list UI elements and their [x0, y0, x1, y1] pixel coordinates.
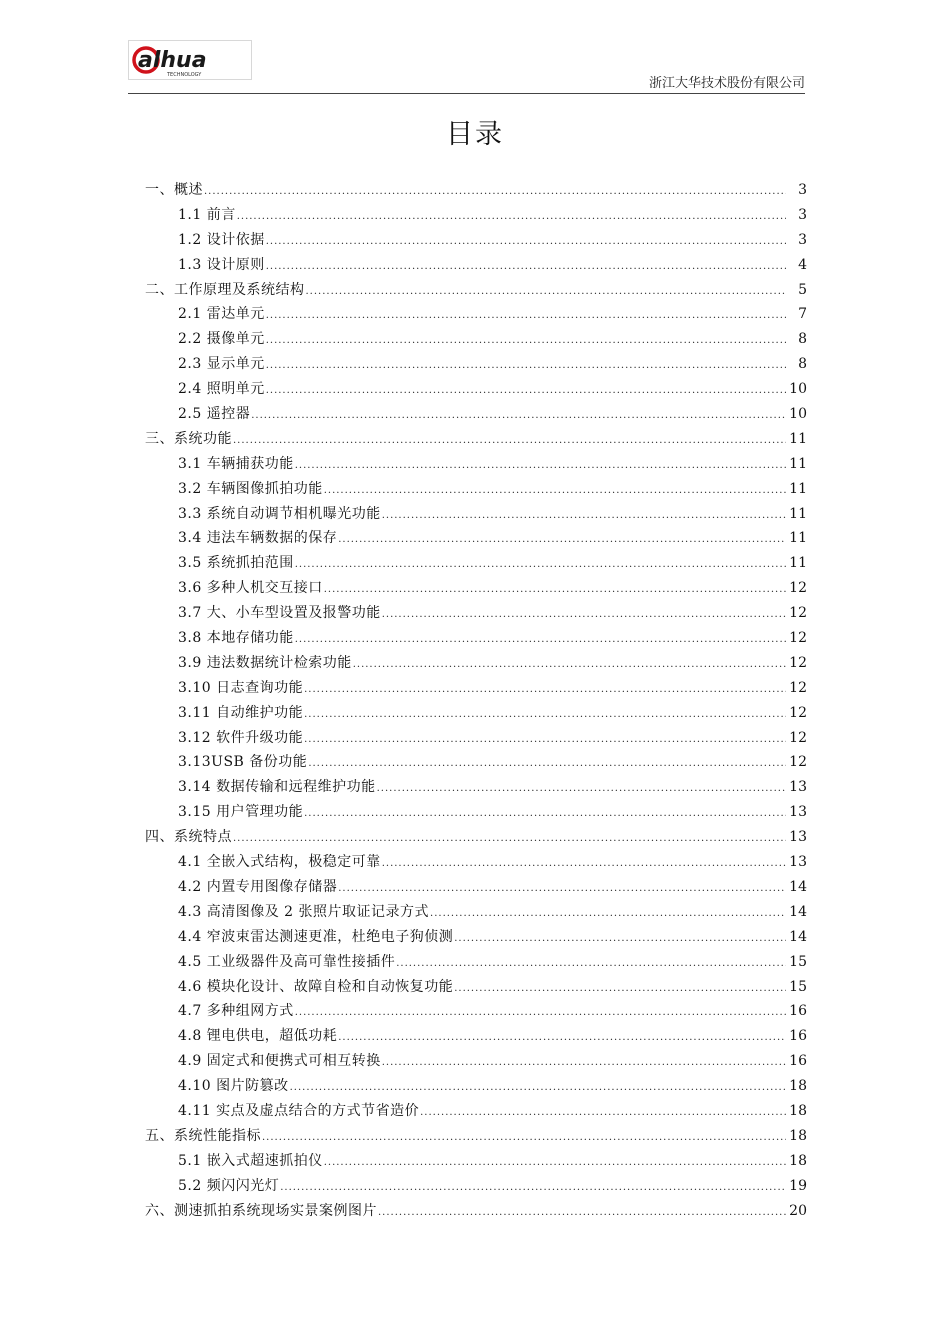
toc-entry[interactable] — [145, 726, 807, 751]
toc-entry-page-number: 18 — [789, 1102, 807, 1119]
toc-leader-dots — [266, 230, 786, 255]
toc-entry-page-number: 4 — [798, 256, 807, 273]
toc-entry-page-number: 12 — [789, 704, 807, 721]
toc-entry-label: 4.4 窄波束雷达测速更准，杜绝电子狗侦测 — [178, 928, 454, 945]
table-of-contents — [145, 178, 807, 1223]
toc-entry-label: 六、测速抓拍系统现场实景案例图片 — [145, 1202, 377, 1219]
toc-leader-dots — [308, 752, 786, 777]
toc-leader-dots — [382, 1051, 786, 1076]
toc-leader-dots — [454, 927, 786, 952]
toc-entry[interactable] — [145, 352, 807, 377]
toc-entry-label: 3.2 车辆图像抓拍功能 — [178, 480, 323, 497]
toc-entry-label: 2.5 遥控器 — [178, 406, 251, 423]
toc-entry-page-number: 10 — [789, 406, 807, 423]
toc-leader-dots — [204, 180, 786, 205]
toc-entry[interactable] — [145, 502, 807, 527]
toc-leader-dots — [430, 902, 786, 927]
toc-leader-dots — [324, 479, 786, 504]
toc-entry-page-number: 18 — [789, 1078, 807, 1095]
toc-entry[interactable] — [145, 1174, 807, 1199]
toc-entry[interactable] — [145, 402, 807, 427]
toc-leader-dots — [377, 777, 786, 802]
toc-entry-page-number: 8 — [798, 331, 807, 348]
toc-entry[interactable] — [145, 278, 807, 303]
toc-entry-label: 3.7 大、小车型设置及报警功能 — [178, 605, 381, 622]
toc-entry-page-number: 18 — [789, 1152, 807, 1169]
toc-leader-dots — [420, 1101, 786, 1126]
toc-entry[interactable] — [145, 377, 807, 402]
toc-entry-label: 3.11 自动维护功能 — [178, 704, 304, 721]
toc-entry-label: 3.13USB 备份功能 — [178, 754, 308, 771]
toc-entry-page-number: 16 — [789, 1053, 807, 1070]
toc-entry-page-number: 15 — [789, 953, 807, 970]
toc-entry-page-number: 11 — [789, 480, 807, 497]
toc-entry-label: 5.1 嵌入式超速抓拍仪 — [178, 1152, 323, 1169]
toc-entry-page-number: 11 — [789, 455, 807, 472]
toc-entry[interactable] — [145, 1149, 807, 1174]
toc-entry-label: 3.3 系统自动调节相机曝光功能 — [178, 505, 381, 522]
toc-entry[interactable] — [145, 1024, 807, 1049]
toc-entry[interactable] — [145, 651, 807, 676]
toc-leader-dots — [262, 1126, 786, 1151]
page-title: 目录 — [446, 119, 504, 150]
toc-entry-label: 4.5 工业级器件及高可靠性接插件 — [178, 953, 396, 970]
toc-entry-label: 1.2 设计依据 — [178, 231, 265, 248]
toc-entry-page-number: 12 — [789, 654, 807, 671]
toc-entry[interactable] — [145, 800, 807, 825]
toc-entry[interactable] — [145, 526, 807, 551]
toc-leader-dots — [290, 1076, 786, 1101]
toc-entry-page-number: 12 — [789, 580, 807, 597]
toc-entry[interactable] — [145, 576, 807, 601]
toc-entry[interactable] — [145, 975, 807, 1000]
toc-entry-page-number: 13 — [789, 804, 807, 821]
toc-entry-label: 一、概述 — [145, 182, 203, 198]
toc-entry-label: 4.7 多种组网方式 — [178, 1003, 294, 1020]
toc-entry-page-number: 5 — [798, 281, 807, 298]
toc-leader-dots — [382, 504, 786, 529]
toc-entry-page-number: 11 — [789, 530, 807, 547]
toc-entry-page-number: 3 — [798, 231, 807, 248]
toc-entry-label: 4.6 模块化设计、故障自检和自动恢复功能 — [178, 978, 454, 995]
toc-entry-page-number: 10 — [789, 381, 807, 398]
toc-entry[interactable] — [145, 178, 807, 203]
toc-entry[interactable] — [145, 1199, 807, 1224]
toc-entry-page-number: 16 — [789, 1028, 807, 1045]
toc-leader-dots — [378, 1201, 786, 1226]
header-divider — [128, 93, 805, 94]
toc-entry[interactable] — [145, 626, 807, 651]
toc-entry-page-number: 7 — [798, 306, 807, 323]
toc-entry-label: 4.2 内置专用图像存储器 — [178, 878, 338, 895]
toc-leader-dots — [233, 429, 786, 454]
toc-entry[interactable] — [145, 302, 807, 327]
toc-entry[interactable] — [145, 601, 807, 626]
toc-leader-dots — [304, 703, 786, 728]
toc-entry-page-number: 12 — [789, 754, 807, 771]
toc-entry-page-number: 13 — [789, 779, 807, 796]
toc-entry[interactable] — [145, 900, 807, 925]
toc-entry[interactable] — [145, 1124, 807, 1149]
toc-entry[interactable] — [145, 999, 807, 1024]
toc-leader-dots — [324, 578, 786, 603]
toc-leader-dots — [280, 1176, 786, 1201]
toc-entry-page-number: 12 — [789, 630, 807, 647]
toc-leader-dots — [233, 827, 786, 852]
toc-entry-page-number: 8 — [798, 356, 807, 373]
toc-leader-dots — [304, 728, 786, 753]
toc-entry[interactable] — [145, 228, 807, 253]
toc-entry-label: 3.6 多种人机交互接口 — [178, 580, 323, 597]
toc-entry-label: 2.3 显示单元 — [178, 356, 265, 373]
toc-entry-label: 3.8 本地存储功能 — [178, 630, 294, 647]
toc-leader-dots — [266, 379, 786, 404]
toc-entry-page-number: 11 — [789, 430, 807, 447]
toc-entry[interactable] — [145, 875, 807, 900]
toc-entry-label: 2.1 雷达单元 — [178, 306, 265, 323]
toc-entry[interactable] — [145, 203, 807, 228]
toc-leader-dots — [338, 528, 786, 553]
toc-entry-page-number: 15 — [789, 978, 807, 995]
toc-leader-dots — [304, 678, 786, 703]
toc-entry-page-number: 12 — [789, 729, 807, 746]
toc-leader-dots — [295, 628, 786, 653]
toc-entry[interactable] — [145, 477, 807, 502]
toc-leader-dots — [306, 280, 787, 305]
toc-entry-page-number: 20 — [789, 1202, 807, 1219]
toc-leader-dots — [266, 255, 786, 280]
toc-leader-dots — [237, 205, 786, 230]
toc-entry-page-number: 19 — [789, 1177, 807, 1194]
toc-entry-page-number: 12 — [789, 679, 807, 696]
toc-entry-page-number: 14 — [789, 928, 807, 945]
toc-entry-page-number: 12 — [789, 605, 807, 622]
toc-entry-label: 2.2 摄像单元 — [178, 331, 265, 348]
toc-entry[interactable] — [145, 676, 807, 701]
toc-entry-label: 3.10 日志查询功能 — [178, 679, 304, 696]
toc-entry-page-number: 13 — [789, 854, 807, 871]
dahua-logo-mark — [129, 41, 251, 79]
toc-entry[interactable] — [145, 950, 807, 975]
company-logo — [128, 40, 252, 80]
toc-entry-label: 3.15 用户管理功能 — [178, 804, 304, 821]
toc-entry[interactable] — [145, 925, 807, 950]
toc-leader-dots — [304, 802, 786, 827]
toc-leader-dots — [353, 653, 786, 678]
toc-leader-dots — [266, 329, 786, 354]
toc-leader-dots — [251, 404, 786, 429]
toc-entry-label: 四、系统特点 — [145, 829, 232, 846]
toc-entry[interactable] — [145, 551, 807, 576]
toc-entry-label: 3.9 违法数据统计检索功能 — [178, 654, 352, 671]
toc-leader-dots — [324, 1151, 786, 1176]
toc-entry[interactable] — [145, 775, 807, 800]
toc-leader-dots — [382, 852, 786, 877]
toc-leader-dots — [454, 977, 786, 1002]
toc-entry-label: 3.14 数据传输和远程维护功能 — [178, 779, 376, 796]
toc-entry[interactable] — [145, 850, 807, 875]
toc-entry[interactable] — [145, 1074, 807, 1099]
toc-entry-page-number: 3 — [798, 206, 807, 223]
toc-entry[interactable] — [145, 1099, 807, 1124]
toc-entry-label: 3.4 违法车辆数据的保存 — [178, 530, 338, 547]
toc-leader-dots — [295, 553, 786, 578]
toc-entry-label: 3.12 软件升级功能 — [178, 729, 304, 746]
toc-entry[interactable] — [145, 452, 807, 477]
toc-entry[interactable] — [145, 750, 807, 775]
toc-leader-dots — [382, 603, 786, 628]
toc-entry-label: 3.5 系统抓拍范围 — [178, 555, 294, 572]
toc-leader-dots — [295, 454, 786, 479]
toc-entry[interactable] — [145, 253, 807, 278]
toc-entry-page-number: 16 — [789, 1003, 807, 1020]
toc-leader-dots — [266, 354, 786, 379]
toc-entry-label: 2.4 照明单元 — [178, 381, 265, 398]
toc-entry[interactable] — [145, 701, 807, 726]
toc-entry-label: 4.3 高清图像及 2 张照片取证记录方式 — [178, 903, 430, 920]
toc-leader-dots — [266, 304, 786, 329]
toc-leader-dots — [396, 952, 786, 977]
toc-entry-label: 五、系统性能指标 — [145, 1127, 261, 1144]
toc-entry-label: 二、工作原理及系统结构 — [145, 281, 305, 298]
toc-entry-label: 3.1 车辆捕获功能 — [178, 455, 294, 472]
company-name: 浙江大华技术股份有限公司 — [648, 76, 805, 91]
toc-entry-page-number: 14 — [789, 878, 807, 895]
toc-entry-label: 5.2 频闪闪光灯 — [178, 1177, 280, 1194]
logo-subtext: TECHNOLOGY — [167, 72, 202, 78]
toc-entry-label: 4.8 锂电供电，超低功耗 — [178, 1028, 338, 1045]
toc-entry-label: 1.3 设计原则 — [178, 256, 265, 273]
toc-leader-dots — [338, 1026, 786, 1051]
toc-leader-dots — [295, 1001, 786, 1026]
toc-entry-label: 4.10 图片防篡改 — [178, 1078, 289, 1095]
toc-entry[interactable] — [145, 1049, 807, 1074]
toc-entry-page-number: 18 — [789, 1127, 807, 1144]
toc-entry-page-number: 13 — [789, 829, 807, 846]
logo-wordmark: alhua — [138, 48, 207, 73]
toc-entry-label: 1.1 前言 — [178, 206, 236, 223]
toc-entry-label: 三、系统功能 — [145, 430, 232, 447]
toc-entry-label: 4.1 全嵌入式结构，极稳定可靠 — [178, 854, 381, 871]
toc-entry[interactable] — [145, 825, 807, 850]
toc-entry[interactable] — [145, 327, 807, 352]
toc-entry-page-number: 14 — [789, 903, 807, 920]
toc-entry[interactable] — [145, 427, 807, 452]
toc-entry-page-number: 3 — [798, 182, 807, 198]
toc-leader-dots — [338, 877, 786, 902]
toc-entry-label: 4.11 实点及虚点结合的方式节省造价 — [178, 1102, 420, 1119]
toc-entry-label: 4.9 固定式和便携式可相互转换 — [178, 1053, 381, 1070]
toc-entry-page-number: 11 — [789, 555, 807, 572]
toc-entry-page-number: 11 — [789, 505, 807, 522]
